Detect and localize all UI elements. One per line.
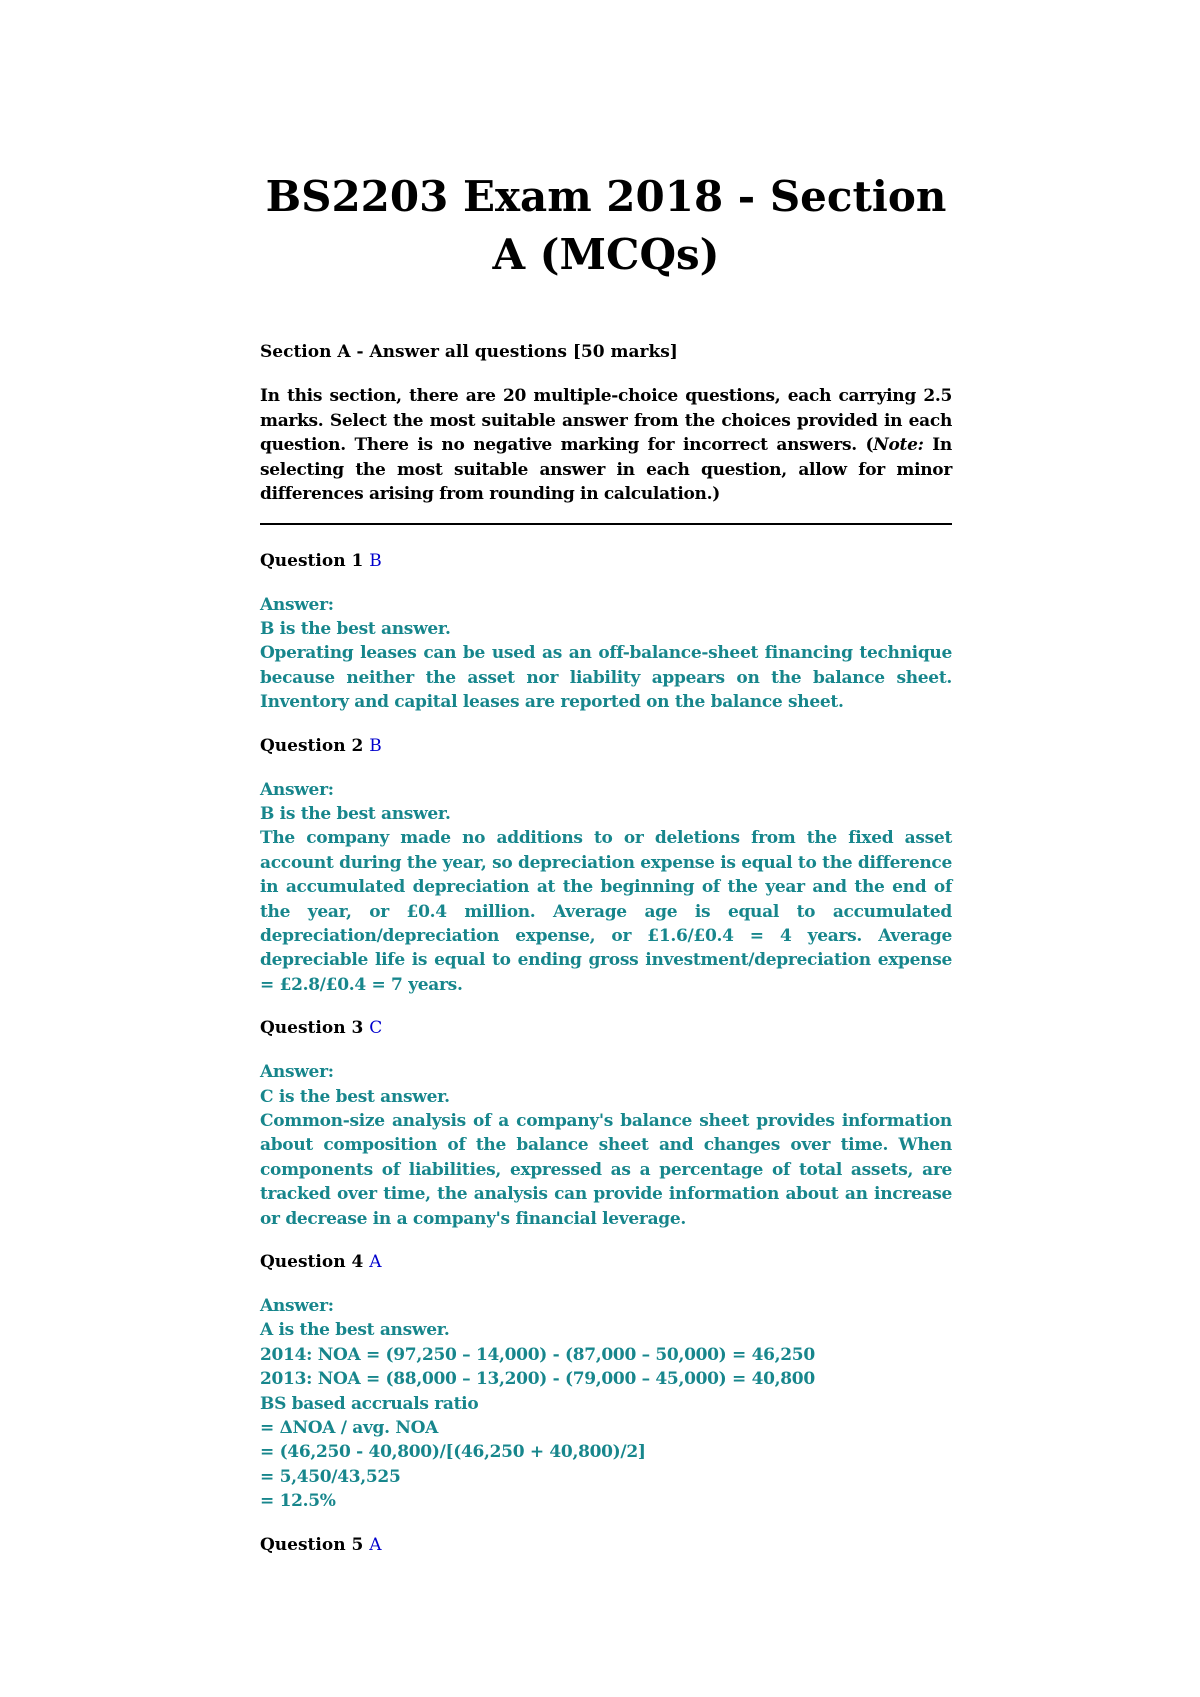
question-heading [260,734,952,758]
question-heading [260,1016,952,1040]
answer-block [260,1294,952,1514]
question-label: Question 2 [260,735,364,756]
question-answer-letter: A [369,1534,382,1555]
intro-paragraph [260,384,952,507]
question-heading [260,549,952,573]
horizontal-divider [260,523,952,525]
answer-block [260,1060,952,1231]
calculation-line: = ΔNOA / avg. NOA [260,1418,438,1439]
question-answer-letter: A [369,1252,382,1273]
question-label: Question 1 [260,550,364,571]
document-content [260,168,952,1577]
answer-explanation: Operating leases can be used as an off-balance-sheet financing technique because neither the asset nor liability appears on the balance sheet. Inventory and capital leases are reported on the balance sheet. [260,643,952,713]
question-heading [260,1250,952,1274]
question-answer-letter: C [369,1018,383,1039]
answer-best: A is the best answer. [260,1320,450,1341]
answer-block [260,593,952,715]
calculation-line: BS based accruals ratio [260,1393,479,1414]
calculation-line: = 12.5% [260,1491,336,1512]
answer-block [260,778,952,998]
answer-label: Answer: [260,1062,334,1083]
intro-note-label: Note: [873,435,924,455]
question-label: Question 4 [260,1252,364,1273]
question-block [260,1016,952,1231]
question-block [260,1250,952,1514]
question-answer-letter: B [369,550,382,571]
answer-best: B is the best answer. [260,803,451,824]
answer-best: C is the best answer. [260,1086,450,1107]
question-block [260,734,952,998]
section-heading: Section A - Answer all questions [50 marks] [260,342,678,362]
calculation-line: 2013: NOA = (88,000 – 13,200) - (79,000 – 45,000) = 40,800 [260,1369,815,1390]
answer-best: B is the best answer. [260,618,451,639]
calculation-line: = (46,250 - 40,800)/[(46,250 + 40,800)/2] [260,1442,646,1463]
answer-label: Answer: [260,779,334,800]
question-answer-letter: B [369,735,382,756]
question-label: Question 5 [260,1534,364,1555]
calculation-line: 2014: NOA = (97,250 – 14,000) - (87,000 – 50,000) = 46,250 [260,1344,815,1365]
answer-explanation: Common-size analysis of a company's balance sheet provides information about composition of the balance sheet and changes over time. When components of liabilities, expressed as a percentage of total assets, are tracked over time, the analysis can provide information about an increase or decrease in a company's financial leverage. [260,1111,952,1229]
question-heading [260,1533,952,1557]
intro-text-after-note: In selecting the most suitable answer in each question, allow for minor differences arising from rounding in calculation.) [260,435,952,504]
intro-text-before-note: In this section, there are 20 multiple-choice questions, each carrying 2.5 marks. Select the most suitable answer from the choices provided in each question. There is no negative marking for incorrect answers. ( [260,386,952,455]
calculation-line: = 5,450/43,525 [260,1466,401,1487]
question-block [260,1533,952,1557]
answer-label: Answer: [260,594,334,615]
question-label: Question 3 [260,1018,364,1039]
question-block [260,549,952,715]
answer-explanation: The company made no additions to or deletions from the fixed asset account during the year, so depreciation expense is equal to the difference in accumulated depreciation at the beginning of the year and the end of the year, or £0.4 million. Average age is equal to accumulated depreciation/depreciation expense, or £1.6/£0.4 = 4 years. Average depreciable life is equal to ending gross investment/depreciation expense = £2.8/£0.4 = 7 years. [260,828,952,995]
page-title: BS2203 Exam 2018 - Section A (MCQs) [265,172,947,279]
answer-label: Answer: [260,1296,334,1317]
